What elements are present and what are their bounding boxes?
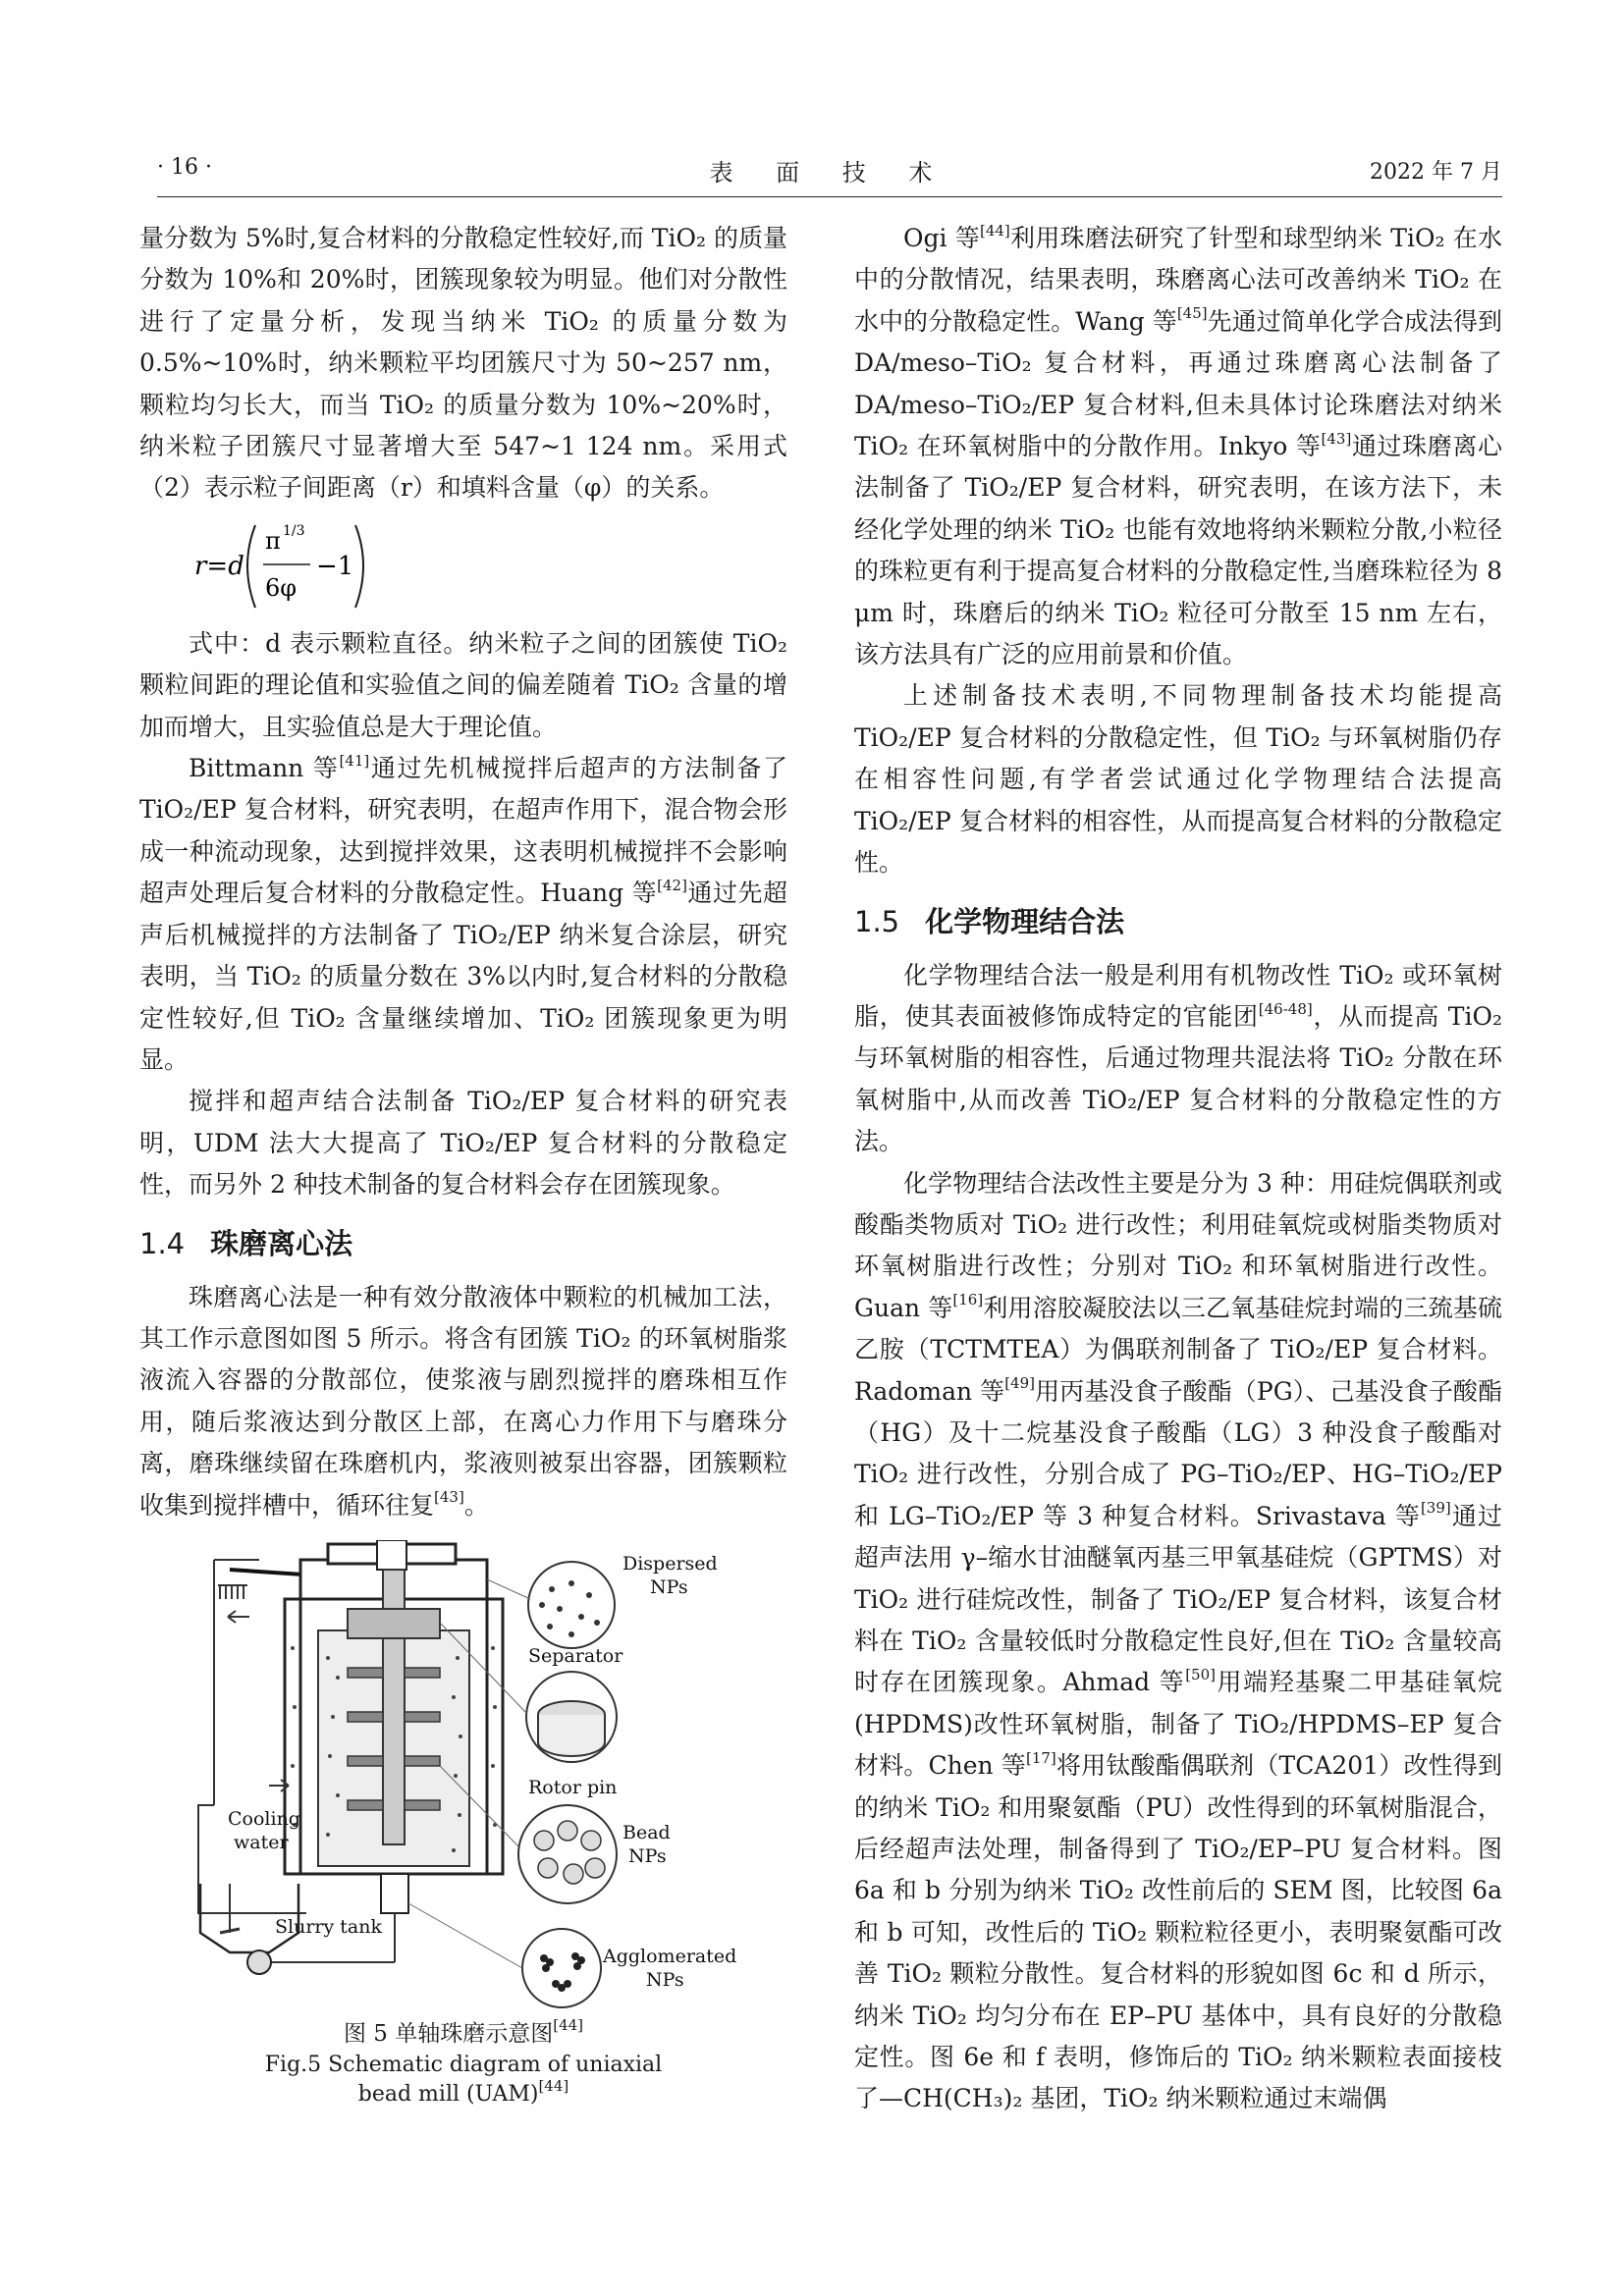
right-paren [355,525,363,608]
label-dispersed-nps: NPs [650,1575,688,1598]
agglomerated-nps-circle [522,1929,601,2007]
paragraph: Bittmann 等[41]通过先机械搅拌后超声的方法制备了 TiO₂/EP 复合材料，研究表明，在超声作用下，混合物会形成一种流动现象，达到搅拌效果，这表明机械搅拌不会影响超声处理后复合材料的分散稳定性。Huang 等[42]通过先超声后机械搅拌的方法制备了 TiO₂/EP 纳米复合涂层，研究表明，当 TiO₂ 的质量分数在 3%以内时,复合材料的分散稳定性较好,但 TiO₂ 含量继续增加、TiO₂ 团簇现象更为明显。 [139,751,787,1074]
citation: [44] [979,221,1010,240]
formula-minus-one: −1 [316,551,354,581]
journal-title: 表 面 技 术 [709,159,950,187]
label-dispersed: Dispersed [623,1552,718,1575]
figure-5 [139,1540,787,2137]
formula-numerator: π [265,526,281,555]
bead-nps-circle [518,1805,617,1903]
label-slurry-tank: Slurry tank [275,1915,382,1938]
section-heading-1-5: 1.5 化学物理结合法 [854,904,1125,938]
formula-graphic [194,513,450,617]
label-agglomerated: Agglomerated [603,1945,737,1967]
citation: [41] [339,751,370,770]
bead-mill-diagram [190,1540,740,2011]
citation: [17] [1025,1748,1056,1767]
citation: [39] [1420,1499,1451,1518]
label-rotor-pin: Rotor pin [528,1776,618,1798]
page-header [157,147,1502,188]
citation: [50] [1185,1666,1216,1684]
figure-5-caption: 图 5 单轴珠磨示意图[44] Fig.5 Schematic diagram of uniaxial bead mill (UAM)[44] [264,2016,663,2107]
label-agglomerated-nps: NPs [646,1968,684,1991]
issue-date: 2022 年 7 月 [1370,160,1502,185]
citation: [45] [1176,304,1208,323]
citation: [16] [952,1291,984,1309]
paragraph: 上述制备技术表明,不同物理制备技术均能提高 TiO₂/EP 复合材料的分散稳定性，但 TiO₂ 与环氧树脂仍存在相容性问题,有学者尝试通过化学物理结合法提高 TiO₂/EP 复合材料的相容性，从而提高复合材料的分散稳定性。 [854,681,1502,878]
right-column [854,218,1502,2120]
paragraph: 珠磨离心法是一种有效分散液体中颗粒的机械加工法，其工作示意图如图 5 所示。将含有团簇 TiO₂ 的环氧树脂浆液流入容器的分散部位，使浆液与剧烈搅拌的磨珠相互作用，随后浆液达到分散区上部，在离心力作用下与磨珠分离，磨珠继续留在珠磨机内，浆液则被泵出容器，团簇颗粒收集到搅拌槽中，循环往复[43]。 [139,1282,787,1520]
paragraph: 化学物理结合法一般是利用有机物改性 TiO₂ 或环氧树脂，使其表面被修饰成特定的官能团[46-48]，从而提高 TiO₂ 与环氧树脂的相容性，后通过物理共混法将 TiO₂ 分散在环氧树脂中,从而改善 TiO₂/EP 复合材料的分散稳定性的方法。 [854,960,1502,1156]
label-bead-nps: NPs [628,1844,667,1867]
label-separator: Separator [528,1644,623,1667]
left-column [139,218,787,2137]
formula-lhs: r=d [194,551,244,581]
citation: [49] [1004,1374,1035,1393]
citation: [43] [1321,429,1352,448]
citation: [46-48] [1258,999,1313,1018]
paragraph: Ogi 等[44]利用珠磨法研究了针型和球型纳米 TiO₂ 在水中的分散情况，结果表明，珠磨离心法可改善纳米 TiO₂ 在水中的分散稳定性。Wang 等[45]先通过简单化学合成法得到 DA/meso–TiO₂ 复合材料，再通过珠磨离心法制备了 DA/meso–TiO₂/EP 复合材料,但未具体讨论珠磨法对纳米 TiO₂ 在环氧树脂中的分散作用。Inkyo 等[43]通过珠磨离心法制备了 TiO₂/EP 复合材料，研究表明，在该方法下，未经化学处理的纳米 TiO₂ 也能有效地将纳米颗粒分散,小粒径的珠粒更有利于提高复合材料的分散稳定性,当磨珠粒径为 8 μm 时，珠磨后的纳米 TiO₂ 粒径可分散至 15 nm 左右，该方法具有广泛的应用前景和价值。 [854,221,1502,669]
label-cooling: Cooling [228,1807,300,1830]
section-heading-1-4: 1.4 珠磨离心法 [139,1226,353,1260]
paragraph: 量分数为 5%时,复合材料的分散稳定性较好,而 TiO₂ 的质量分数为 10%和 20%时，团簇现象较为明显。他们对分散性进行了定量分析，发现当纳米 TiO₂ 的质量分数为 0.5%~10%时，纳米颗粒平均团簇尺寸为 50~257 nm，颗粒均匀长大，而当 TiO₂ 的质量分数为 10%~20%时，纳米粒子团簇尺寸显著增大至 547~1 124 nm。采用式（2）表示粒子间距离（r）和填料含量（φ）的关系。 [139,224,787,503]
citation: [43] [434,1488,464,1507]
equation-2 [139,513,787,617]
left-paren [247,525,255,608]
paragraph: 化学物理结合法改性主要是分为 3 种：用硅烷偶联剂或酸酯类物质对 TiO₂ 进行改性；利用硅氧烷或树脂类物质对环氧树脂进行改性；分别对 TiO₂ 和环氧树脂进行改性。Guan 等[16]利用溶胶凝胶法以三乙氧基硅烷封端的三巯基硫乙胺（TCTMTEA）为偶联剂制备了 TiO₂/EP 复合材料。Radoman 等[49]用丙基没食子酸酯（PG）、己基没食子酸酯（HG）及十二烷基没食子酸酯（LG）3 种没食子酸酯对 TiO₂ 进行改性，分别合成了 PG–TiO₂/EP、HG–TiO₂/EP 和 LG–TiO₂/EP 等 3 种复合材料。Srivastava 等[39]通过超声法用 γ–缩水甘油醚氧丙基三甲氧基硅烷（GPTMS）对 TiO₂ 进行硅烷改性，制备了 TiO₂/EP 复合材料，该复合材料在 TiO₂ 含量较低时分散稳定性良好,但在 TiO₂ 含量较高时存在团簇现象。Ahmad 等[50]用端羟基聚二甲基硅氧烷(HPDMS)改性环氧树脂，制备了 TiO₂/HPDMS–EP 复合材料。Chen 等[17]将用钛酸酯偶联剂（TCA201）改性得到的纳米 TiO₂ 和用聚氨酯（PU）改性得到的环氧树脂混合，后经超声法处理，制备得到了 TiO₂/EP–PU 复合材料。图 6a 和 b 分别为纳米 TiO₂ 改性前后的 SEM 图，比较图 6a 和 b 可知，改性后的 TiO₂ 颗粒粒径更小，表明聚氨酯可改善 TiO₂ 颗粒分散性。复合材料的形貌如图 6c 和 d 所示，纳米 TiO₂ 均匀分布在 EP–PU 基体中，具有良好的分散稳定性。图 6e 和 f 表明，修饰后的 TiO₂ 纳米颗粒表面接枝了—CH(CH₃)₂ 基团，TiO₂ 纳米颗粒通过末端偶 [854,1168,1503,2113]
label-bead: Bead [623,1821,671,1843]
label-water: water [234,1831,289,1853]
citation: [42] [657,876,687,894]
paragraph: 式中：d 表示颗粒直径。纳米粒子之间的团簇使 TiO₂ 颗粒间距的理论值和实验值之间的偏差随着 TiO₂ 含量的增加而增大，且实验值总是大于理论值。 [139,628,787,741]
formula-exponent: 1/3 [283,522,305,539]
paragraph: 搅拌和超声结合法制备 TiO₂/EP 复合材料的研究表明，UDM 法大大提高了 TiO₂/EP 复合材料的分散稳定性，而另外 2 种技术制备的复合材料会存在团簇现象。 [139,1087,787,1200]
page-number: · 16 · [157,155,212,180]
formula-denominator: 6φ [265,573,298,602]
header-rule [157,196,1502,197]
